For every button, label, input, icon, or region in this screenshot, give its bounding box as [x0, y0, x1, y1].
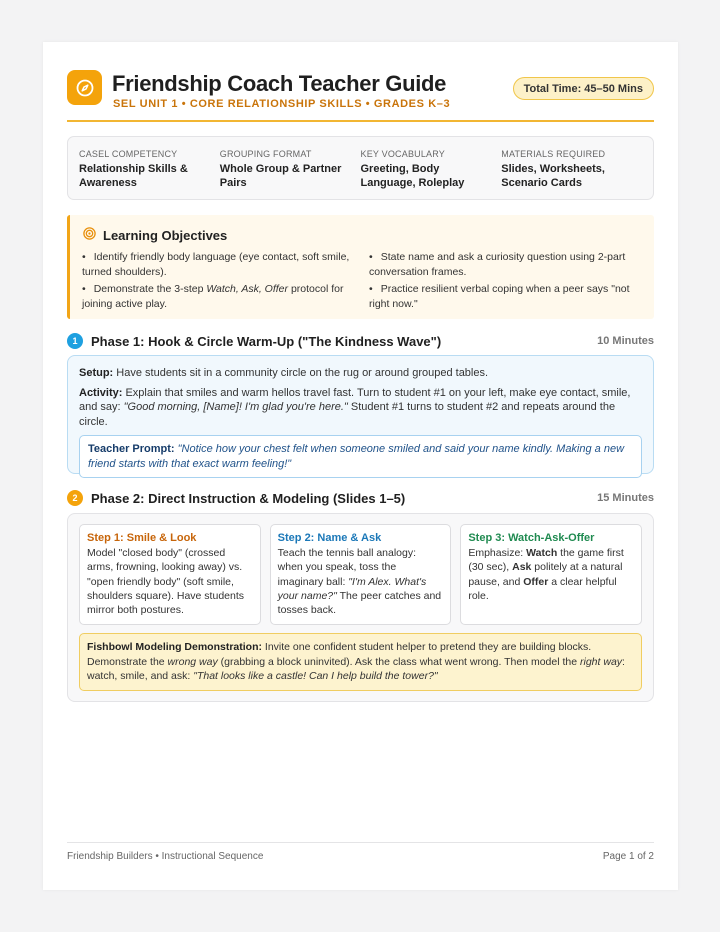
meta-materials — [501, 149, 642, 199]
header-divider — [67, 120, 654, 122]
setup-text: Have students sit in a community circle on the rug or around grouped tables. — [113, 367, 489, 379]
step-title: Step 2: Name & Ask — [277, 532, 382, 544]
activity-text: Student #1 turns to student #2 and repeats around the circle. — [79, 401, 616, 428]
compass-icon — [67, 70, 102, 105]
fishbowl-text: Invite one confident student helper to pretend they are building blocks. Demonstrate the — [87, 641, 592, 668]
objective-text: Practice resilient verbal coping when a peer says "not right now." — [369, 283, 630, 310]
meta-label: KEY VOCABULARY — [360, 149, 446, 159]
setup-paragraph — [79, 366, 642, 381]
target-icon — [83, 227, 96, 243]
meta-label: MATERIALS REQUIRED — [501, 149, 606, 159]
step-keyword: Offer — [523, 575, 549, 588]
objective-text: protocol for joining active play. — [82, 283, 344, 310]
step-text: Emphasize: — [468, 547, 527, 559]
phase-duration: 10 Minutes — [597, 335, 654, 347]
meta-value: Whole Group & Partner Pairs — [219, 163, 342, 189]
step-card-1 — [79, 524, 261, 625]
meta-value: Slides, Worksheets, Scenario Cards — [501, 163, 605, 189]
fishbowl-quote: "That looks like a castle! Can I help build the tower?" — [193, 670, 438, 682]
activity-label: Activity: — [79, 386, 123, 399]
fishbowl-emphasis: right way — [580, 655, 623, 668]
bullet: • — [369, 251, 373, 263]
activity-quote: "Good morning, [Name]! I'm glad you're here." — [123, 401, 348, 413]
page-title: Friendship Coach Teacher Guide — [112, 71, 447, 96]
activity-text: Explain that smiles and warm hellos travel fast. Turn to student #1 on your left, make eye contact, smile, and say: — [79, 386, 631, 413]
activity-paragraph — [79, 386, 642, 430]
page-header — [67, 70, 654, 122]
fishbowl-label: Fishbowl Modeling Demonstration: — [87, 641, 262, 653]
objective-item — [369, 282, 642, 311]
step-title: Step 1: Smile & Look — [87, 532, 197, 544]
meta-value: Greeting, Body Language, Roleplay — [360, 163, 465, 189]
phase-title: Phase 2: Direct Instruction & Modeling (Slides 1–5) — [91, 490, 406, 506]
fishbowl-callout — [79, 633, 642, 691]
step-text: politely at a natural pause, and — [468, 561, 623, 588]
phase-title: Phase 1: Hook & Circle Warm-Up ("The Kindness Wave") — [91, 333, 442, 349]
bullet: • — [82, 251, 86, 263]
phase1-heading — [67, 331, 654, 351]
prompt-text: "Notice how your chest felt when someone smiled and said your name kindly. Making a new friend starts with that exact warm feeling!" — [88, 443, 625, 470]
phase-number-badge: 1 — [67, 333, 83, 349]
guide-page — [43, 42, 678, 890]
step-text: Teach the tennis ball analogy: when you speak, toss the imaginary ball: — [277, 547, 417, 588]
footer-divider — [67, 842, 654, 843]
steps-row — [79, 524, 642, 625]
objectives-list — [82, 250, 642, 311]
setup-label: Setup: — [79, 367, 114, 379]
objectives-heading — [82, 227, 642, 243]
meta-grouping — [220, 149, 361, 199]
footer-left: Friendship Builders • Instructional Sequence — [67, 851, 264, 862]
lesson-meta-panel — [67, 136, 654, 200]
fishbowl-text: : watch, smile, and ask: — [87, 655, 625, 682]
objective-emphasis: Watch, Ask, Offer — [206, 283, 289, 295]
objective-text: State name and ask a curiosity question using 2-part conversation frames. — [369, 251, 626, 278]
phase-duration: 15 Minutes — [597, 492, 654, 504]
step-text: the game first (30 sec), — [468, 547, 624, 574]
step-keyword: Watch — [526, 547, 558, 559]
meta-value: Relationship Skills & Awareness — [79, 163, 188, 189]
step-title: Step 3: Watch-Ask-Offer — [468, 532, 595, 544]
phase2-panel — [67, 513, 654, 702]
phase-number-badge: 2 — [67, 490, 83, 506]
objective-item — [82, 250, 355, 279]
step-quote: "I'm Alex. What's your name?" — [277, 575, 427, 602]
learning-objectives — [67, 215, 654, 319]
step-card-2 — [270, 524, 452, 625]
prompt-label: Teacher Prompt: — [88, 443, 175, 455]
step-text: The peer catches and tosses back. — [277, 589, 442, 617]
bullet: • — [82, 283, 86, 295]
objective-item — [369, 250, 642, 279]
meta-vocabulary — [361, 149, 502, 199]
bullet: • — [369, 283, 373, 295]
step-body — [468, 546, 634, 603]
objective-item — [82, 282, 355, 311]
step-body: Model "closed body" (crossed arms, frowning, looking away) vs. "open friendly body" (soft smile, shoulders square). Have students mirror both postures. — [87, 547, 245, 617]
step-keyword: Ask — [512, 561, 532, 574]
phase2-heading — [67, 488, 654, 508]
phase1-panel — [67, 355, 654, 474]
meta-label: GROUPING FORMAT — [219, 149, 312, 159]
fishbowl-text: (grabbing a block uninvited). Ask the class what went wrong. Then model the — [217, 655, 581, 668]
page-number: Page 1 of 2 — [602, 851, 654, 862]
page-subtitle: SEL UNIT 1 • CORE RELATIONSHIP SKILLS • GRADES K–3 — [113, 98, 451, 110]
meta-casel — [79, 149, 220, 199]
meta-label: CASEL COMPETENCY — [79, 149, 178, 159]
page-footer — [67, 851, 654, 862]
fishbowl-emphasis: wrong way — [167, 655, 218, 668]
total-time-badge: Total Time: 45–50 Mins — [513, 77, 654, 100]
teacher-prompt — [79, 435, 642, 478]
step-text: a clear helpful role. — [468, 575, 617, 602]
objective-text: Identify friendly body language (eye contact, soft smile, turned shoulders). — [82, 251, 350, 278]
step-body — [278, 546, 444, 617]
objectives-title: Learning Objectives — [103, 227, 228, 243]
step-card-3 — [460, 524, 642, 625]
objective-text: Demonstrate the 3-step — [93, 283, 207, 295]
